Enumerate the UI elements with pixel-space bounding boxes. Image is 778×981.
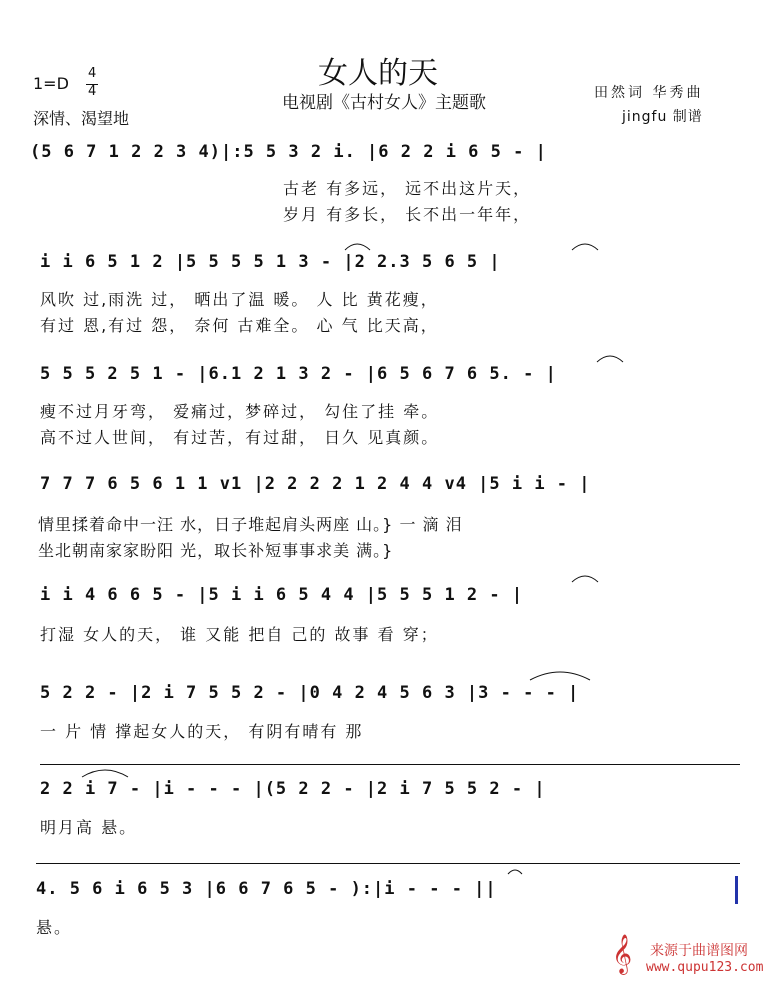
score-row-4-notes: 7 7 7 6 5 6 1 1 v1 |2 2 2 2 1 2 4 4 v4 |5 i i - | [40, 474, 591, 494]
expression-marking: 深情、渴望地 [33, 109, 130, 128]
watermark-url: www.qupu123.com [646, 960, 764, 975]
lyricist-composer-credit: 田然词 华秀曲 [594, 85, 704, 101]
score-row-1-notes: (5 6 7 1 2 2 3 4)|:5 5 3 2 i. |6 2 2 i 6 5 - | [30, 142, 547, 162]
time-signature-top: 4 [88, 66, 97, 81]
score-row-6-lyric-1: 一 片 情 撑起女人的天， 有阴有晴有 那 [40, 722, 364, 741]
score-row-2-lyric-1: 风吹 过,雨洗 过， 晒出了温 暖。 人 比 黄花瘦， [40, 290, 439, 309]
song-title: 女人的天 [318, 56, 438, 91]
score-row-5-lyric-1: 打湿 女人的天， 谁 又能 把自 己的 故事 看 穿； [40, 625, 439, 644]
score-row-7-notes: 2 2 i 7 - |i - - - |(5 2 2 - |2 i 7 5 5 2 - | [40, 779, 546, 799]
score-row-1-lyric-1: 古老 有多远， 远不出这片天， [283, 179, 532, 198]
key-signature: 1=D [33, 74, 69, 93]
transcriber-credit: jingfu 制谱 [622, 109, 703, 125]
score-row-7-lyric-1: 明月高 悬。 [40, 818, 138, 837]
watermark-site-name: 来源于曲谱图网 [650, 943, 748, 959]
score-row-3-lyric-1: 瘦不过月牙弯， 爱痛过，梦碎过， 勾住了挂 牵。 [40, 402, 440, 421]
score-row-4-lyric-2: 坐北朝南家家盼阳 光，取长补短事事求美 满。} [38, 541, 394, 560]
score-row-2-lyric-2: 有过 恩,有过 怨， 奈何 古难全。 心 气 比天高， [40, 316, 439, 335]
score-row-2-notes: i i 6 5 1 2 |5 5 5 5 1 3 - |2 2.3 5 6 5 | [40, 252, 501, 272]
treble-clef-icon: 𝄞 [612, 934, 633, 974]
score-row-5-notes: i i 4 6 6 5 - |5 i i 6 5 4 4 |5 5 5 1 2 - | [40, 585, 524, 605]
score-row-3-lyric-2: 高不过人世间， 有过苦，有过甜， 日久 见真颜。 [40, 428, 440, 447]
score-row-3-notes: 5 5 5 2 5 1 - |6.1 2 1 3 2 - |6 5 6 7 6 5. - | [40, 364, 557, 384]
score-row-4-lyric-1: 情里揉着命中一汪 水，日子堆起肩头两座 山。} 一 滴 泪 [38, 515, 463, 534]
score-row-8-notes: 4. 5 6 i 6 5 3 |6 6 7 6 5 - ):|i - - - || [36, 879, 497, 899]
score-row-6-notes: 5 2 2 - |2 i 7 5 5 2 - |0 4 2 4 5 6 3 |3 - - - | [40, 683, 580, 703]
score-row-8-lyric-1: 悬。 [36, 918, 73, 937]
song-subtitle: 电视剧《古村女人》主题歌 [282, 93, 486, 113]
score-row-1-lyric-2: 岁月 有多长， 长不出一年年， [283, 205, 532, 224]
time-signature-bottom: 4 [88, 84, 97, 99]
